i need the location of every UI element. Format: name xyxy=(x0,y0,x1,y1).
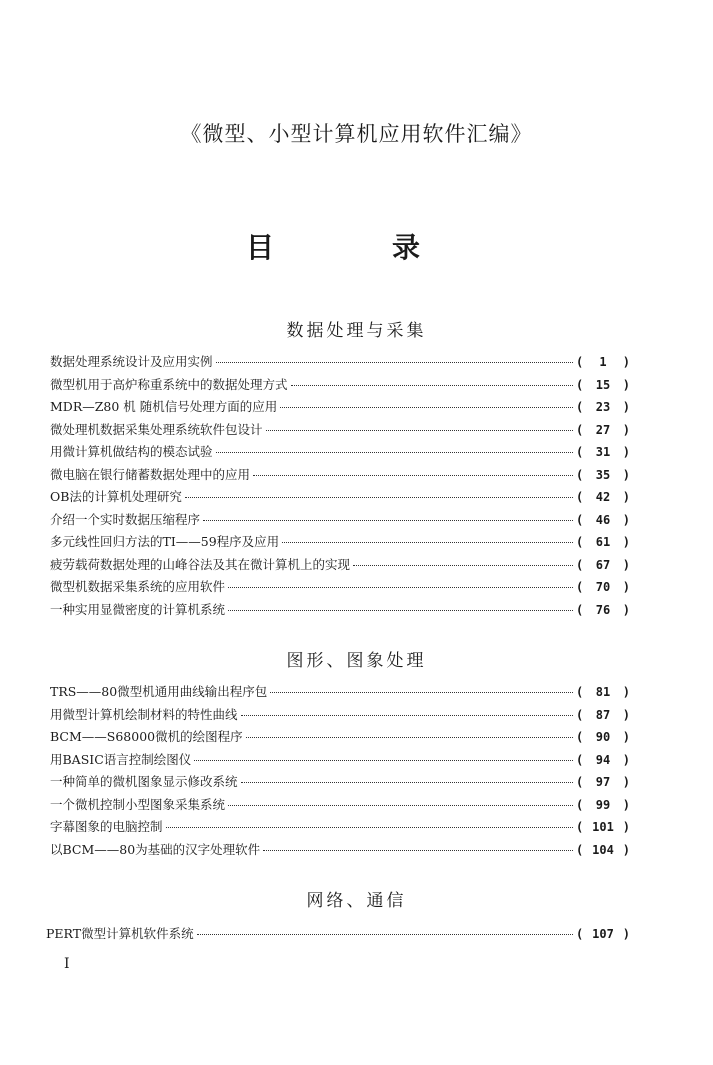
entry-title: 微型机用于高炉称重系统中的数据处理方式 xyxy=(50,376,288,392)
toc-entry[interactable] xyxy=(46,924,630,947)
entry-page: ( 94 ) xyxy=(576,752,630,767)
toc-entry[interactable] xyxy=(50,420,630,443)
section-title-data-processing: 数据处理与采集 xyxy=(286,321,427,341)
toc-entry[interactable] xyxy=(50,840,630,863)
dot-leader xyxy=(353,565,573,566)
toc-entry[interactable] xyxy=(50,795,630,818)
entry-title: MDR—Z80 机 随机信号处理方面的应用 xyxy=(50,399,278,414)
section-title-graphics: 图形、图象处理 xyxy=(286,651,427,671)
entry-page: ( 46 ) xyxy=(576,512,630,527)
toc-list-graphics xyxy=(50,682,630,862)
toc-entry[interactable] xyxy=(50,352,630,375)
entry-page: ( 35 ) xyxy=(576,467,630,482)
entry-title: 一种简单的微机图象显示修改系统 xyxy=(50,774,238,789)
dot-leader xyxy=(216,452,573,453)
page-number: 101 xyxy=(592,820,614,834)
page-number: 67 xyxy=(595,557,611,572)
entry-page: ( 15 ) xyxy=(576,377,630,392)
entry-page: ( 107 ) xyxy=(576,927,630,941)
dot-leader xyxy=(228,805,573,806)
page-number: 70 xyxy=(595,580,611,594)
entry-title: 用微型计算机绘制材料的特性曲线 xyxy=(50,706,238,722)
dot-leader xyxy=(266,430,573,431)
toc-entry[interactable] xyxy=(50,577,630,600)
entry-title: 多元线性回归方法的TI——59程序及应用 xyxy=(50,534,280,549)
page-number: 94 xyxy=(595,752,611,767)
page-number: 97 xyxy=(595,775,611,789)
toc-entry[interactable] xyxy=(50,532,630,555)
entry-page: ( 104 ) xyxy=(576,842,630,857)
entry-title: 介绍一个实时数据压缩程序 xyxy=(50,511,201,527)
dot-leader xyxy=(166,827,573,828)
entry-page: ( 101 ) xyxy=(576,820,630,834)
dot-leader xyxy=(291,385,573,386)
toc-entry[interactable] xyxy=(50,772,630,795)
dot-leader xyxy=(282,542,573,543)
entry-page: ( 70 ) xyxy=(576,580,630,594)
entry-title: 一个微机控制小型图象采集系统 xyxy=(50,796,226,812)
page-number: 87 xyxy=(595,707,611,722)
dot-leader xyxy=(241,715,573,716)
page-number: 46 xyxy=(595,512,611,527)
section-title-network: 网络、通信 xyxy=(306,891,407,911)
page-number: 90 xyxy=(595,730,611,744)
page-number: 31 xyxy=(595,445,611,459)
toc-entry[interactable] xyxy=(50,727,630,750)
entry-title: 数据处理系统设计及应用实例 xyxy=(50,354,213,369)
page-number: 1 xyxy=(599,355,607,369)
page-number: 23 xyxy=(595,400,611,414)
toc-list-network xyxy=(46,924,630,947)
toc-entry[interactable] xyxy=(50,600,630,623)
page-number: 107 xyxy=(592,927,614,941)
entry-page: ( 87 ) xyxy=(576,707,630,722)
entry-title: 疲劳载荷数据处理的山峰谷法及其在微计算机上的实现 xyxy=(50,556,351,572)
entry-page: ( 67 ) xyxy=(576,557,630,572)
toc-list-data-processing xyxy=(50,352,630,622)
page-number: 104 xyxy=(592,842,614,857)
dot-leader xyxy=(241,782,573,783)
toc-entry[interactable] xyxy=(50,375,630,398)
page-number: 15 xyxy=(595,377,611,392)
dot-leader xyxy=(228,610,573,611)
entry-title: PERT微型计算机软件系统 xyxy=(46,926,194,941)
page-number: 81 xyxy=(595,685,611,699)
page-number: 35 xyxy=(595,467,611,482)
entry-title: 字幕图象的电脑控制 xyxy=(50,819,163,834)
book-title: 《微型、小型计算机应用软件汇编》 xyxy=(180,122,533,146)
dot-leader xyxy=(270,692,573,693)
dot-leader xyxy=(253,475,573,476)
toc-entry[interactable] xyxy=(50,442,630,465)
entry-page: ( 23 ) xyxy=(576,400,630,414)
entry-title: 一种实用显微密度的计算机系统 xyxy=(50,601,226,617)
page-number: 27 xyxy=(595,422,611,437)
entry-title: 用微计算机做结构的模态试验 xyxy=(50,444,213,459)
toc-entry[interactable] xyxy=(50,465,630,488)
dot-leader xyxy=(203,520,573,521)
entry-page: ( 27 ) xyxy=(576,422,630,437)
entry-page: ( 81 ) xyxy=(576,685,630,699)
entry-page: ( 90 ) xyxy=(576,730,630,744)
toc-entry[interactable] xyxy=(50,682,630,705)
entry-title: 微型机数据采集系统的应用软件 xyxy=(50,579,226,594)
toc-heading-char-1: 目 xyxy=(246,231,275,264)
dot-leader xyxy=(197,934,573,935)
page-number: 42 xyxy=(595,490,611,504)
entry-title: TRS——80微型机通用曲线输出程序包 xyxy=(50,684,268,699)
entry-title: 以BCM——80为基础的汉字处理软件 xyxy=(50,841,261,857)
dot-leader xyxy=(216,362,573,363)
entry-page: ( 97 ) xyxy=(576,775,630,789)
toc-entry[interactable] xyxy=(50,705,630,728)
entry-page: ( 99 ) xyxy=(576,797,630,812)
dot-leader xyxy=(280,407,573,408)
dot-leader xyxy=(246,737,573,738)
toc-heading-char-2: 录 xyxy=(392,231,421,264)
entry-page: ( 61 ) xyxy=(576,535,630,549)
page-number-footer: I xyxy=(64,956,70,972)
dot-leader xyxy=(263,850,573,851)
page-number: 99 xyxy=(595,797,611,812)
entry-page: ( 31 ) xyxy=(576,445,630,459)
entry-page: ( 42 ) xyxy=(576,490,630,504)
page-number: 76 xyxy=(595,602,611,617)
toc-entry[interactable] xyxy=(50,487,630,510)
entry-title: 用BASIC语言控制绘图仪 xyxy=(50,751,192,767)
dot-leader xyxy=(228,587,573,588)
dot-leader xyxy=(185,497,573,498)
toc-entry[interactable] xyxy=(50,555,630,578)
toc-entry[interactable] xyxy=(50,750,630,773)
entry-title: 微电脑在银行储蓄数据处理中的应用 xyxy=(50,466,251,482)
page-number: 61 xyxy=(595,535,611,549)
entry-title: BCM——S68000微机的绘图程序 xyxy=(50,729,243,744)
toc-entry[interactable] xyxy=(50,817,630,840)
toc-entry[interactable] xyxy=(50,510,630,533)
entry-title: 微处理机数据采集处理系统软件包设计 xyxy=(50,421,263,437)
dot-leader xyxy=(194,760,573,761)
entry-page: ( 76 ) xyxy=(576,602,630,617)
entry-page: ( 1 ) xyxy=(576,355,630,369)
toc-entry[interactable] xyxy=(50,397,630,420)
entry-title: OB法的计算机处理研究 xyxy=(50,489,182,504)
